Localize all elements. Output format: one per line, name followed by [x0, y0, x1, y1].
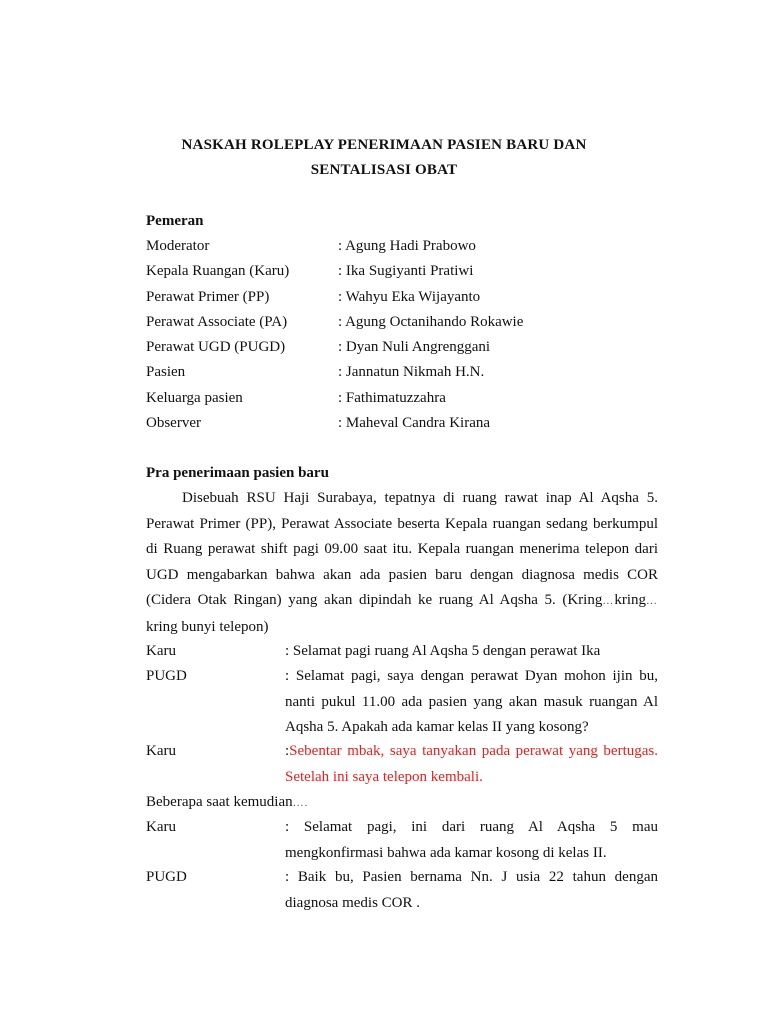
cast-row: [146, 314, 666, 336]
cast-role: Kepala Ruangan (Karu): [146, 263, 290, 279]
dialogue-speaker: PUGD: [146, 869, 187, 885]
cast-name: : Ika Sugiyanti Pratiwi: [338, 263, 474, 279]
dialogue-text-highlighted: [285, 739, 658, 790]
dialogue-colon: :: [285, 743, 290, 759]
intro-paragraph: [146, 486, 658, 640]
cast-role: Moderator: [146, 238, 210, 254]
cast-role: Keluarga pasien: [146, 390, 243, 406]
cast-heading: Pemeran: [146, 213, 204, 229]
cast-role: Pasien: [146, 364, 186, 380]
cast-row: [146, 289, 666, 311]
sound-open: (: [562, 592, 568, 608]
intro-text: Disebuah RSU Haji Surabaya, tepatnya di ruang rawat inap Al Aqsha 5. Perawat Primer (PP), Perawat Associate beserta Kepala ruangan sedang berkumpul di Ruang perawat shift pagi 09.00 saat itu. Kepala ruangan menerima telepon dari UGD mengabarkan bahwa akan ada pasien baru dengan diagnosa medis COR (Cidera Otak Ringan) yang akan dipindah ke ruang Al Aqsha 5.: [146, 490, 658, 608]
cast-row: [146, 339, 666, 361]
cast-name: : Fathimatuzzahra: [338, 390, 446, 406]
cast-row: [146, 364, 666, 386]
sound-rest: kring bunyi telepon): [146, 618, 269, 635]
sound-dots-2: …: [646, 595, 658, 607]
dialogue-text: : Baik bu, Pasien bernama Nn. J usia 22 tahun dengan diagnosa medis COR .: [285, 869, 658, 911]
dialogue-text: : Selamat pagi, ini dari ruang Al Aqsha 5 mau mengkonfirmasi bahwa ada kamar kosong di kelas II.: [285, 819, 658, 861]
later-line: [146, 794, 308, 811]
cast-role: Perawat UGD (PUGD): [146, 339, 286, 355]
cast-row: [146, 390, 666, 412]
dialogue-speaker: Karu: [146, 819, 176, 835]
section-heading: Pra penerimaan pasien baru: [146, 465, 329, 481]
dialogue-speaker: PUGD: [146, 668, 187, 684]
sound-dots-1: …: [602, 595, 615, 607]
cast-name: : Jannatun Nikmah H.N.: [338, 364, 485, 380]
cast-row: [146, 238, 666, 260]
cast-name: : Wahyu Eka Wijayanto: [338, 289, 481, 305]
document-title-line-1: NASKAH ROLEPLAY PENERIMAAN PASIEN BARU DAN: [181, 137, 587, 153]
dialogue-speaker: Karu: [146, 643, 176, 659]
cast-name: : Agung Octanihando Rokawie: [338, 314, 524, 330]
later-dots: ….: [292, 797, 309, 809]
dialogue-red-text: Sebentar mbak, saya tanyakan pada perawat yang bertugas. Setelah ini saya telepon kembali.: [285, 743, 658, 785]
cast-role: Perawat Associate (PA): [146, 314, 288, 330]
dialogue-text: : Selamat pagi ruang Al Aqsha 5 dengan perawat Ika: [285, 643, 601, 659]
sound-kring-2: kring: [614, 592, 646, 608]
cast-name: : Maheval Candra Kirana: [338, 415, 491, 431]
cast-row: [146, 263, 666, 285]
later-text: Beberapa saat kemudian: [146, 794, 293, 810]
cast-name: : Agung Hadi Prabowo: [338, 238, 476, 254]
dialogue-speaker: Karu: [146, 743, 176, 759]
cast-name: : Dyan Nuli Angrenggani: [338, 339, 491, 355]
dialogue-text: : Selamat pagi, saya dengan perawat Dyan mohon ijin bu, nanti pukul 11.00 ada pasien yang akan masuk ruangan Al Aqsha 5. Apakah ada kamar kelas II yang kosong?: [285, 668, 658, 735]
cast-role: Perawat Primer (PP): [146, 289, 270, 305]
cast-row: [146, 415, 666, 437]
cast-role: Observer: [146, 415, 201, 431]
sound-kring-1: Kring: [567, 592, 603, 608]
document-title-line-2: SENTALISASI OBAT: [310, 162, 458, 178]
